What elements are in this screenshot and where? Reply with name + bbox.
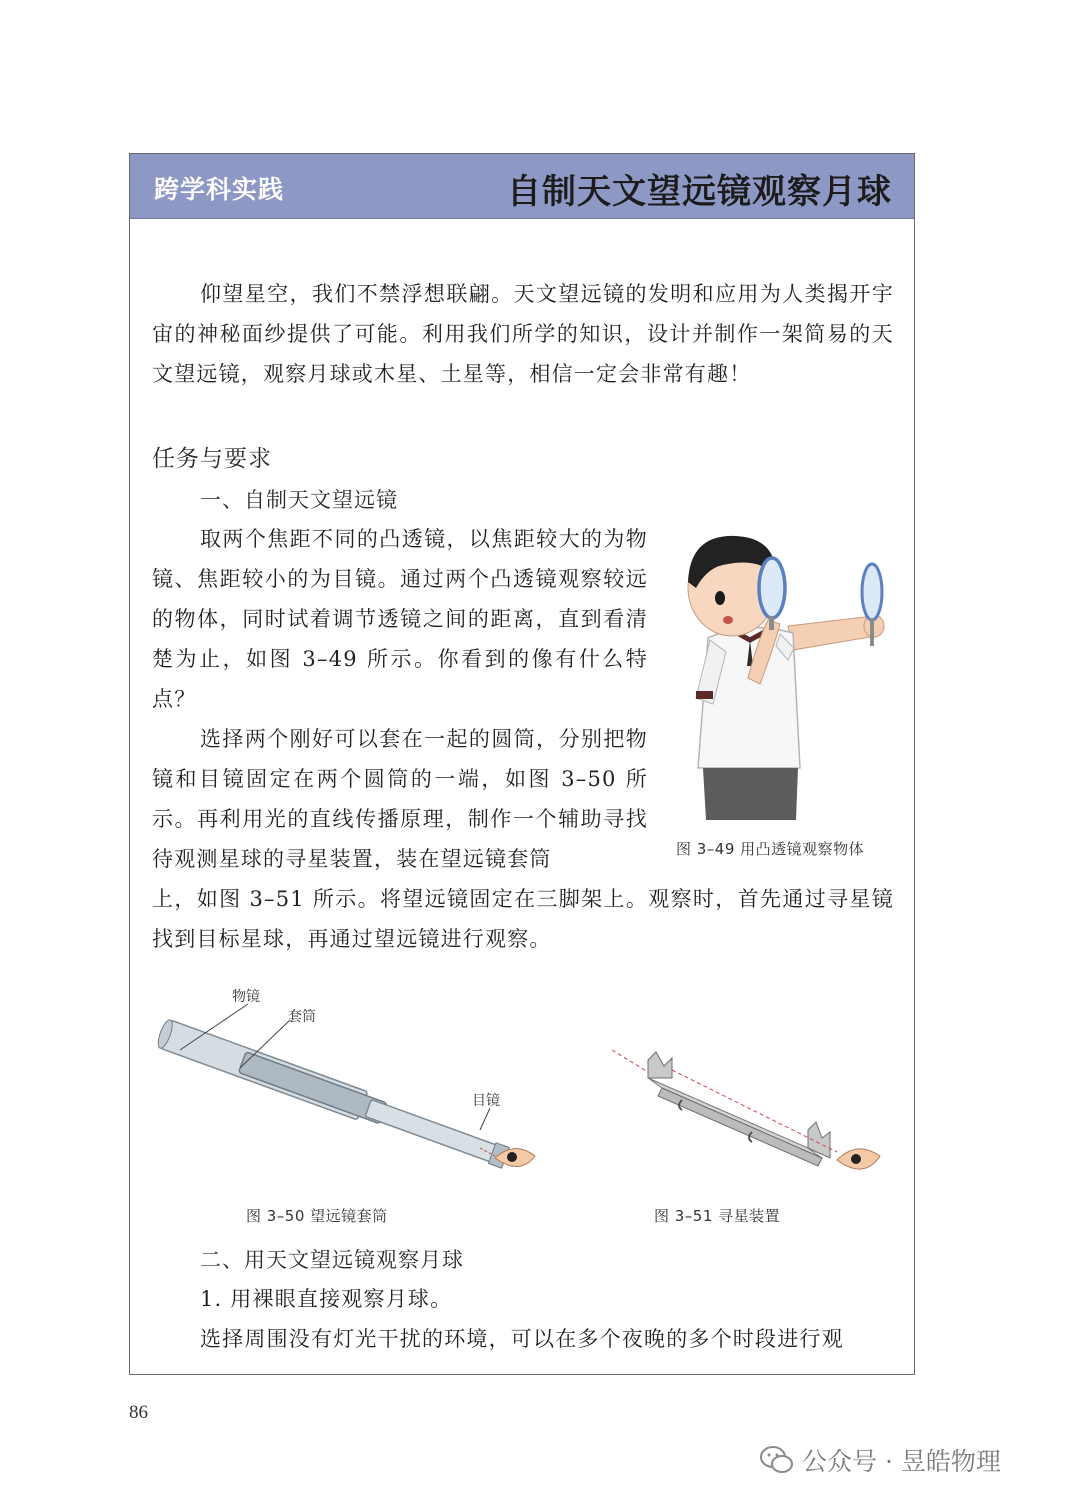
label-sleeve: 套筒 bbox=[288, 1009, 316, 1025]
label-eyepiece: 目镜 bbox=[472, 1093, 500, 1109]
subheading-make-telescope: 一、自制天文望远镜 bbox=[200, 488, 398, 512]
paragraph-tubes: 选择两个刚好可以套在一起的圆筒，分别把物镜和目镜固定在两个圆筒的一端，如图 3–50 所示。再利用光的直线传播原理，制作一个辅助寻找待观测星球的寻星装置，装在望远镜套筒 bbox=[152, 727, 648, 871]
header-label: 跨学科实践 bbox=[154, 175, 285, 204]
telescope-tube-illustration bbox=[150, 980, 550, 1180]
watermark bbox=[760, 1442, 1001, 1478]
subheading-observe-moon: 二、用天文望远镜观察月球 bbox=[200, 1248, 464, 1272]
watermark-text: 公众号 · 昱皓物理 bbox=[802, 1447, 1001, 1476]
paragraph-environment: 选择周围没有灯光干扰的环境，可以在多个夜晚的多个时段进行观 bbox=[200, 1327, 844, 1351]
figure-3-49-caption: 图 3–49 用凸透镜观察物体 bbox=[676, 840, 865, 858]
page-number: 86 bbox=[129, 1402, 148, 1423]
wechat-icon bbox=[760, 1445, 794, 1475]
page-title: 自制天文望远镜观察月球 bbox=[507, 172, 892, 212]
boy-with-lenses-illustration bbox=[668, 528, 898, 828]
paragraph-lenses: 取两个焦距不同的凸透镜，以焦距较大的为物镜、焦距较小的为目镜。通过两个凸透镜观察较远的物体，同时试着调节透镜之间的距离，直到看清楚为止，如图 3–49 所示。你看到的像有什么特点？ bbox=[152, 527, 648, 711]
section-heading: 任务与要求 bbox=[152, 446, 272, 472]
step-1: 1. 用裸眼直接观察月球。 bbox=[200, 1287, 453, 1311]
star-finder-illustration bbox=[612, 1030, 892, 1190]
panel-header bbox=[130, 154, 914, 219]
figure-3-51-caption: 图 3–51 寻星装置 bbox=[654, 1207, 781, 1225]
label-objective-lens: 物镜 bbox=[232, 989, 260, 1005]
intro-paragraph: 仰望星空，我们不禁浮想联翩。天文望远镜的发明和应用为人类揭开宇宙的神秘面纱提供了可能。利用我们所学的知识，设计并制作一架简易的天文望远镜，观察月球或木星、土星等，相信一定会非常有趣！ bbox=[152, 282, 894, 386]
figure-3-50-caption: 图 3–50 望远镜套筒 bbox=[246, 1207, 388, 1225]
paragraph-tubes-continued: 上，如图 3–51 所示。将望远镜固定在三脚架上。观察时，首先通过寻星镜找到目标星球，再通过望远镜进行观察。 bbox=[152, 887, 894, 951]
